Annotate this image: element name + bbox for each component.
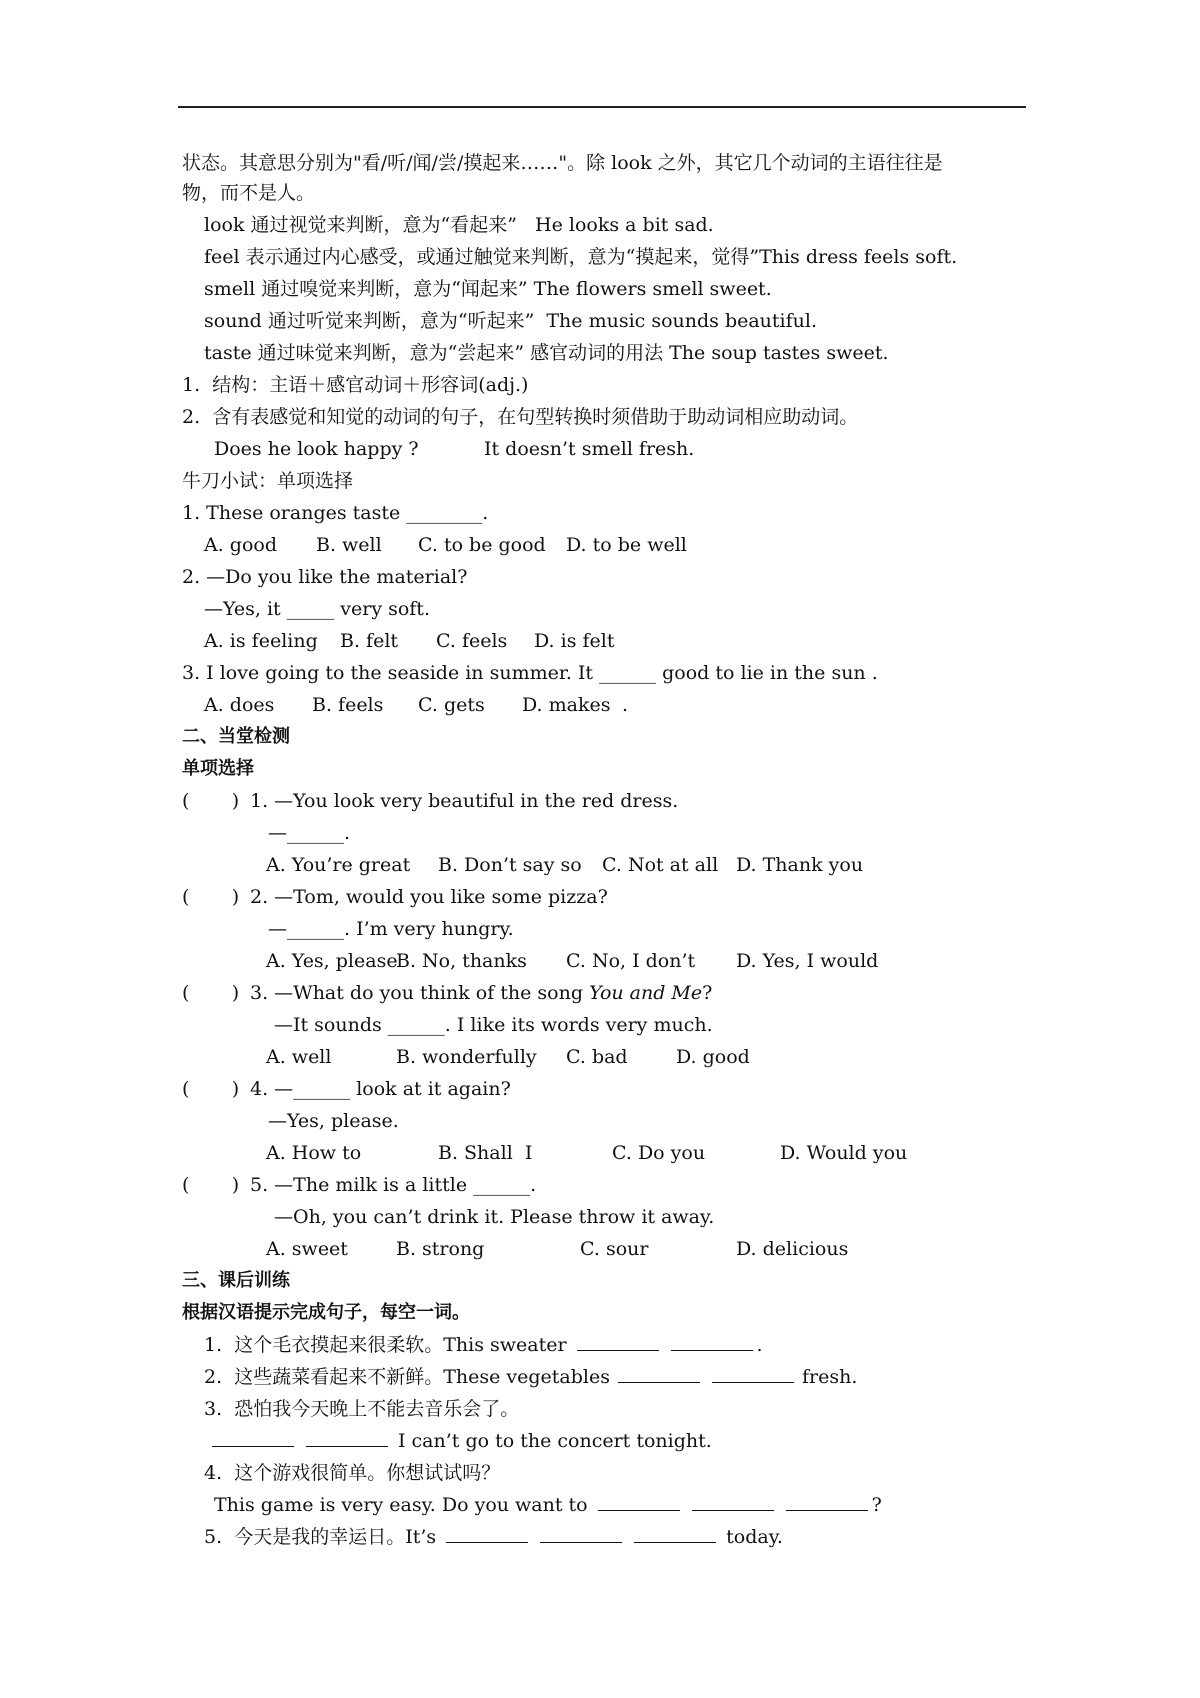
look-explanation: look 通过视觉来判断，意为“看起来” He looks a bit sad. bbox=[204, 214, 714, 236]
s3-item-2-end: fresh. bbox=[801, 1366, 858, 1388]
trial-q2-opt-d: D. is felt bbox=[534, 630, 615, 652]
trial-q1-opt-b: B. well bbox=[316, 534, 382, 556]
s3-item-1-text: 1. 这个毛衣摸起来很柔软。This sweater bbox=[204, 1334, 567, 1356]
s3-item-3-blank-2[interactable] bbox=[306, 1428, 388, 1447]
s3-item-1-end: . bbox=[756, 1334, 763, 1356]
intro-line-1: 状态。其意思分别为"看/听/闻/尝/摸起来……"。除 look 之外，其它几个动词的主语往往是 bbox=[182, 152, 943, 174]
s2-q4-opt-d: D. Would you bbox=[780, 1142, 908, 1164]
smell-explanation: smell 通过嗅觉来判断，意为“闻起来” The flowers smell sweet. bbox=[204, 278, 772, 300]
answer-paren-2: ( ) bbox=[182, 886, 240, 908]
answer-paren-3: ( ) bbox=[182, 982, 240, 1004]
trial-q3-dot: . bbox=[622, 694, 629, 716]
s2-q2-opt-a: A. Yes, please bbox=[266, 950, 398, 972]
trial-q2-line-a: 2. —Do you like the material? bbox=[182, 566, 468, 588]
trial-q2-opt-a: A. is feeling bbox=[204, 630, 318, 652]
s2-q2-opt-d: D. Yes, I would bbox=[736, 950, 879, 972]
section-2-heading: 二、当堂检测 bbox=[182, 726, 290, 747]
s2-q4-opt-b: B. Shall I bbox=[438, 1142, 533, 1164]
s2-q2-line-b: —______. I’m very hungry. bbox=[268, 918, 514, 940]
s2-q3-line-a bbox=[250, 980, 712, 1006]
s2-q1-opt-c: C. Not at all bbox=[602, 854, 719, 876]
s2-q3-text: 3. —What do you think of the song bbox=[250, 982, 590, 1004]
trial-heading: 牛刀小试：单项选择 bbox=[182, 470, 354, 492]
s3-item-2-text: 2. 这些蔬菜看起来不新鲜。These vegetables bbox=[204, 1366, 610, 1388]
s3-item-5-blank-1[interactable] bbox=[446, 1524, 528, 1543]
trial-q3-opt-b: B. feels bbox=[312, 694, 384, 716]
s3-item-5-text: 5. 今天是我的幸运日。It’s bbox=[204, 1526, 437, 1548]
trial-q2-line-b: —Yes, it _____ very soft. bbox=[204, 598, 430, 620]
s2-q1-opt-a: A. You’re great bbox=[266, 854, 411, 876]
rule-1: 1. 结构：主语＋感官动词＋形容词(adj.) bbox=[182, 374, 529, 396]
s3-item-3-line-b bbox=[212, 1428, 712, 1454]
trial-q1-opt-c: C. to be good bbox=[418, 534, 546, 556]
s3-item-4-text: This game is very easy. Do you want to bbox=[214, 1494, 588, 1516]
s2-q4-opt-c: C. Do you bbox=[612, 1142, 706, 1164]
example-2: It doesn’t smell fresh. bbox=[484, 438, 695, 460]
s3-item-5-blank-3[interactable] bbox=[634, 1524, 716, 1543]
section-3-heading: 三、课后训练 bbox=[182, 1270, 290, 1291]
s2-q3-opt-b: B. wonderfully bbox=[396, 1046, 537, 1068]
intro-line-2: 物，而不是人。 bbox=[182, 182, 316, 204]
s3-item-2 bbox=[204, 1364, 857, 1390]
s3-item-3-blank-1[interactable] bbox=[212, 1428, 294, 1447]
s3-item-4-blank-1[interactable] bbox=[598, 1492, 680, 1511]
s2-q1-opt-d: D. Thank you bbox=[736, 854, 864, 876]
s3-item-4: 4. 这个游戏很简单。你想试试吗？ bbox=[204, 1462, 501, 1484]
s3-item-4-blank-2[interactable] bbox=[692, 1492, 774, 1511]
s3-item-5-blank-2[interactable] bbox=[540, 1524, 622, 1543]
trial-q2-opt-c: C. feels bbox=[436, 630, 508, 652]
answer-paren-1: ( ) bbox=[182, 790, 240, 812]
trial-q3-opt-a: A. does bbox=[204, 694, 275, 716]
s2-q5-opt-a: A. sweet bbox=[266, 1238, 348, 1260]
s2-q4-line-a: 4. —______ look at it again? bbox=[250, 1078, 511, 1100]
s3-item-1-blank-2[interactable] bbox=[671, 1332, 753, 1351]
s2-q4-opt-a: A. How to bbox=[266, 1142, 362, 1164]
s3-item-5 bbox=[204, 1524, 783, 1550]
taste-explanation: taste 通过味觉来判断，意为“尝起来” 感官动词的用法 The soup tastes sweet. bbox=[204, 342, 889, 364]
trial-q3-opt-c: C. gets bbox=[418, 694, 485, 716]
example-1: Does he look happy ? bbox=[214, 438, 419, 460]
s2-q3-opt-a: A. well bbox=[266, 1046, 332, 1068]
s3-item-1 bbox=[204, 1332, 763, 1358]
s2-q2-opt-c: C. No, I don’t bbox=[566, 950, 696, 972]
header-rule bbox=[178, 106, 1026, 108]
s2-q3-opt-d: D. good bbox=[676, 1046, 750, 1068]
s3-item-1-blank-1[interactable] bbox=[577, 1332, 659, 1351]
trial-q3-opt-d: D. makes bbox=[522, 694, 611, 716]
s3-item-3-end: I can’t go to the concert tonight. bbox=[398, 1430, 712, 1452]
s2-q3-opt-c: C. bad bbox=[566, 1046, 628, 1068]
s2-q3-qmark: ? bbox=[702, 982, 713, 1004]
s3-item-2-blank-1[interactable] bbox=[618, 1364, 700, 1383]
trial-q3: 3. I love going to the seaside in summer. It ______ good to lie in the sun . bbox=[182, 662, 878, 684]
s2-q1-line-b: —______. bbox=[268, 822, 351, 844]
feel-explanation: feel 表示通过内心感受，或通过触觉来判断，意为“摸起来，觉得”This dress feels soft. bbox=[204, 246, 958, 268]
s3-item-2-blank-2[interactable] bbox=[712, 1364, 794, 1383]
s2-q5-opt-d: D. delicious bbox=[736, 1238, 849, 1260]
section-2-subheading: 单项选择 bbox=[182, 758, 254, 779]
answer-paren-5: ( ) bbox=[182, 1174, 240, 1196]
trial-q1-opt-d: D. to be well bbox=[566, 534, 687, 556]
s2-q5-line-b: —Oh, you can’t drink it. Please throw it away. bbox=[274, 1206, 715, 1228]
trial-q2-opt-b: B. felt bbox=[340, 630, 399, 652]
s2-q5-line-a: 5. —The milk is a little ______. bbox=[250, 1174, 537, 1196]
s2-q4-line-b: —Yes, please. bbox=[268, 1110, 399, 1132]
s3-item-4-line-b bbox=[214, 1492, 882, 1518]
s2-q5-opt-c: C. sour bbox=[580, 1238, 649, 1260]
s2-q1-line-a: 1. —You look very beautiful in the red dress. bbox=[250, 790, 679, 812]
sound-explanation: sound 通过听觉来判断，意为“听起来” The music sounds beautiful. bbox=[204, 310, 818, 332]
rule-2: 2. 含有表感觉和知觉的动词的句子，在句型转换时须借助于助动词相应助动词。 bbox=[182, 406, 859, 428]
s2-q2-line-a: 2. —Tom, would you like some pizza? bbox=[250, 886, 608, 908]
s3-item-4-blank-3[interactable] bbox=[786, 1492, 868, 1511]
s3-item-4-end: ? bbox=[871, 1494, 882, 1516]
answer-paren-4: ( ) bbox=[182, 1078, 240, 1100]
trial-q1-opt-a: A. good bbox=[204, 534, 278, 556]
s3-item-5-end: today. bbox=[726, 1526, 783, 1548]
section-3-subheading: 根据汉语提示完成句子，每空一词。 bbox=[182, 1302, 470, 1323]
s2-q5-opt-b: B. strong bbox=[396, 1238, 485, 1260]
s2-q1-opt-b: B. Don’t say so bbox=[438, 854, 582, 876]
s2-q3-line-b: —It sounds ______. I like its words very much. bbox=[274, 1014, 713, 1036]
trial-q1: 1. These oranges taste ________. bbox=[182, 502, 489, 524]
s2-q2-opt-b: B. No, thanks bbox=[396, 950, 527, 972]
s3-item-3: 3. 恐怕我今天晚上不能去音乐会了。 bbox=[204, 1398, 520, 1420]
song-title: You and Me bbox=[589, 982, 703, 1004]
